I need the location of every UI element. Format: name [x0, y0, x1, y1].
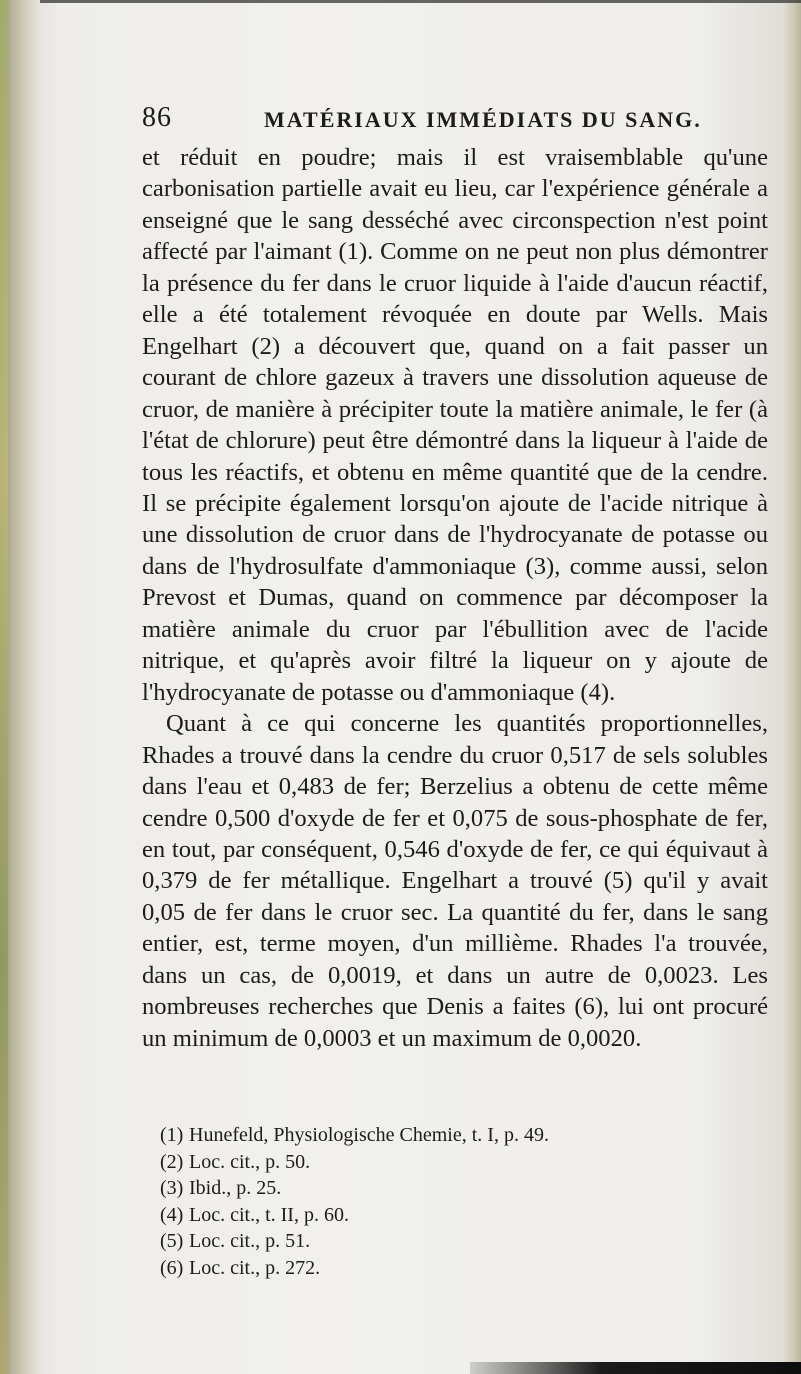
footnote-1 — [160, 1122, 760, 1149]
paragraph-1: et réduit en poudre; mais il est vraisemblable qu'une carbonisation partielle avait eu lieu, car l'expérience générale a enseigné que le sang desséché avec circonspection n'est point affecté par l'aimant (1). Comme on ne peut non plus démontrer la présence du fer dans le cruor liquide à l'aide d'aucun réactif, elle a été totalement révoquée en doute par Wells. Mais Engelhart (2) a découvert que, quand on a fait passer un courant de chlore gazeux à travers une dissolution aqueuse de cruor, de manière à précipiter toute la matière animale, le fer (à l'état de chlorure) peut être démontré dans la liqueur à l'aide de tous les réactifs, et obtenu en même quantité que de la cendre. Il se précipite également lorsqu'on ajoute de l'acide nitrique à une dissolution de cruor dans de l'hydrocyanate de potasse ou dans de l'hydrosulfate d'ammoniaque (3), comme aussi, selon Prevost et Dumas, quand on commence par décomposer la matière animale du cruor par l'ébullition avec de l'acide nitrique, et qu'après avoir filtré la liqueur on y ajoute de l'hydrocyanate de potasse ou d'ammoniaque (4). — [142, 144, 768, 706]
footnote-6 — [160, 1255, 760, 1282]
footnote-mark: (5) — [160, 1230, 184, 1252]
footnote-text: Ibid., p. 25. — [189, 1177, 282, 1199]
footnote-mark: (4) — [160, 1203, 184, 1226]
footnote-2 — [160, 1149, 760, 1176]
footnote-mark: (2) — [160, 1150, 184, 1173]
footnotes — [160, 1122, 760, 1281]
page-right-edge — [783, 0, 801, 1374]
footnote-mark: (6) — [160, 1256, 184, 1279]
footnote-5 — [160, 1228, 760, 1255]
paragraph-2: Quant à ce qui concerne les quantités proportionnelles, Rhades a trouvé dans la cendre du cruor 0,517 de sels solubles dans l'eau et 0,483 de fer; Berzelius a obtenu de cette même cendre 0,500 d'oxyde de fer et 0,075 de sous-phosphate de fer, en tout, par conséquent, 0,546 d'oxyde de fer, ce qui équivaut à 0,379 de fer métallique. Engelhart a trouvé (5) qu'il y avait 0,05 de fer dans le cruor sec. La quantité du fer, dans le sang entier, est, terme moyen, d'un millième. Rhades l'a trouvée, dans un cas, de 0,0019, et dans un autre de 0,0023. Les nombreuses recherches que Denis a faites (6), lui ont procuré un minimum de 0,0003 et un maximum de 0,0020. — [142, 710, 768, 1052]
footnote-text: Loc. cit., p. 272. — [189, 1256, 321, 1279]
footnote-mark: (1) — [160, 1124, 184, 1146]
footnote-text: Loc. cit., p. 51. — [189, 1230, 311, 1252]
footnote-text: Loc. cit., t. II, p. 60. — [189, 1203, 349, 1226]
bottom-edge-line — [470, 1362, 801, 1374]
footnote-3 — [160, 1175, 760, 1202]
body-text — [142, 142, 768, 1054]
top-edge-line — [40, 0, 801, 3]
footnote-text: Hunefeld, Physiologische Chemie, t. I, p. 49. — [189, 1124, 549, 1146]
running-head: MATÉRIAUX IMMÉDIATS DU SANG. — [264, 107, 702, 132]
page-header — [142, 100, 762, 136]
footnote-4 — [160, 1202, 760, 1229]
footnote-mark: (3) — [160, 1177, 184, 1199]
footnote-text: Loc. cit., p. 50. — [189, 1150, 311, 1173]
page-number: 86 — [142, 102, 172, 133]
binding-edge — [0, 0, 8, 1374]
